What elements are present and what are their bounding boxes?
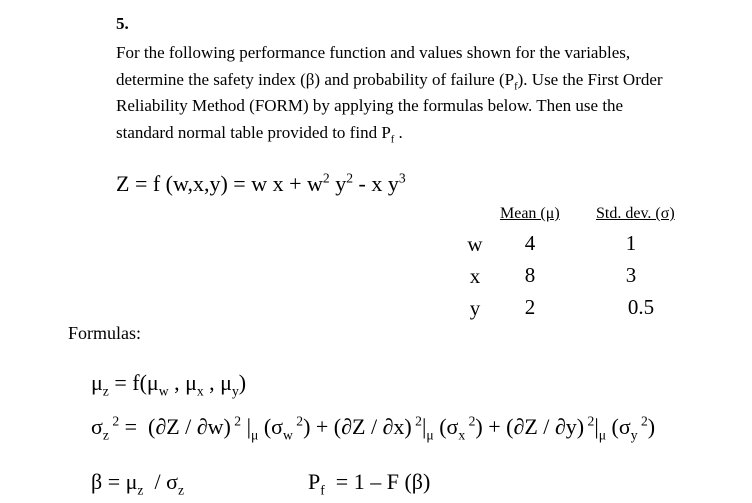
- mean-value: 8: [524, 263, 536, 287]
- question-number: 5.: [116, 14, 129, 33]
- formula-pf: $P_f = 1 - F$ (β): [308, 469, 431, 498]
- sd-value: 1: [625, 231, 637, 255]
- performance-function: Z = f (w,x,y) = w $x + w^2$ $y^2$ - x $y^3$: [116, 170, 406, 196]
- question-text: [116, 40, 736, 146]
- variable-label: w: [467, 232, 483, 256]
- mean-value: 4: [524, 231, 536, 255]
- variable-label: x: [469, 264, 481, 288]
- formulas-label: Formulas:: [68, 323, 142, 343]
- question-line-1: For the following performance function and values shown for the variables,: [116, 43, 631, 62]
- question-line-4: standard normal table provided to find $P_f$ .: [116, 122, 403, 145]
- table-header-mean: Mean (μ): [500, 205, 560, 222]
- table-header-sd: Std. dev. (σ): [596, 205, 675, 222]
- formula-mu-z: $\mu_z = f(\mu_w$ , $\mu_x$ , $\mu_y$): [91, 370, 247, 399]
- formula-sigma-z: $\sigma_z$ $^2$ = (∂Z / ∂w) $^2$ $|_\mu$ ($\sigma_w$ $^2$) + (∂Z / ∂x) $^2|_\mu$ ($\sigma_x$ $^2$) + (∂Z / ∂y) $^2|_\mu$ ($\sigma_y$ $^2$): [91, 413, 656, 443]
- sd-value: 3: [625, 263, 637, 287]
- variable-label: y: [469, 296, 481, 320]
- mean-value: 2: [524, 295, 536, 319]
- sd-value: 0.5: [627, 295, 655, 319]
- question-line-2: determine the safety index (β) and probability of failure $(P_f)$. Use the First Order: [116, 69, 663, 92]
- question-line-3: Reliability Method (FORM) by applying the formulas below. Then use the: [116, 96, 624, 115]
- formula-beta: $\beta = \mu_z / \sigma_z$: [91, 469, 185, 498]
